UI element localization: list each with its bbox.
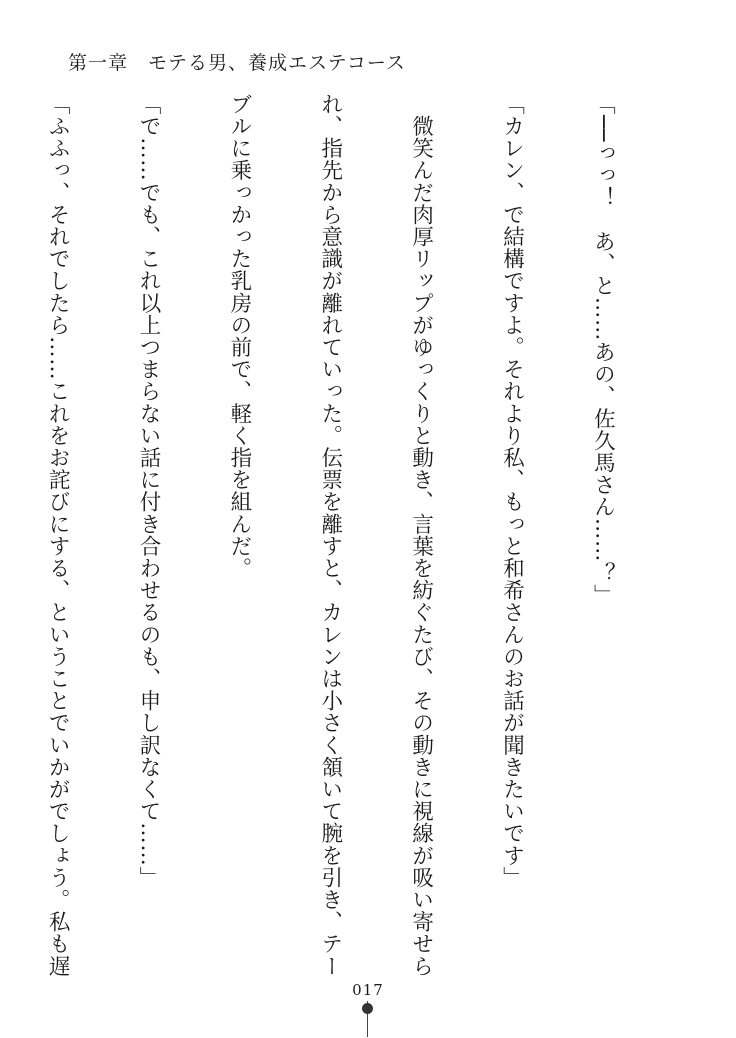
page-number: 017	[352, 981, 384, 999]
text-column: 「──っっ！ あ、と……あの、佐久馬さん……？」	[590, 93, 616, 607]
chapter-header: 第一章 モテる男、養成エステコース	[68, 52, 406, 74]
text-column: 「ふふっ、それでしたら……これをお詫びにする、ということでいかがでしょう。私も遅	[45, 93, 71, 977]
text-column: れ、指先から意識が離れていった。伝票を離すと、カレンは小さく頷いて腕を引き、テー	[317, 93, 343, 977]
page-marker-dot	[362, 1003, 373, 1014]
vertical-body-text	[45, 93, 678, 988]
text-column: 「カレン、で結構ですよ。それより私、もっと和希さんのお話が聞きたいです」	[499, 93, 525, 889]
text-column: ブルに乗っかった乳房の前で、軽く指を組んだ。	[226, 93, 252, 580]
text-column: 微笑んだ肉厚リップがゆっくりと動き、言葉を紡ぐたび、その動きに視線が吸い寄せら	[408, 93, 434, 977]
text-column: 「で……でも、これ以上つまらない話に付き合わせるのも、申し訳なくて……」	[135, 93, 161, 889]
